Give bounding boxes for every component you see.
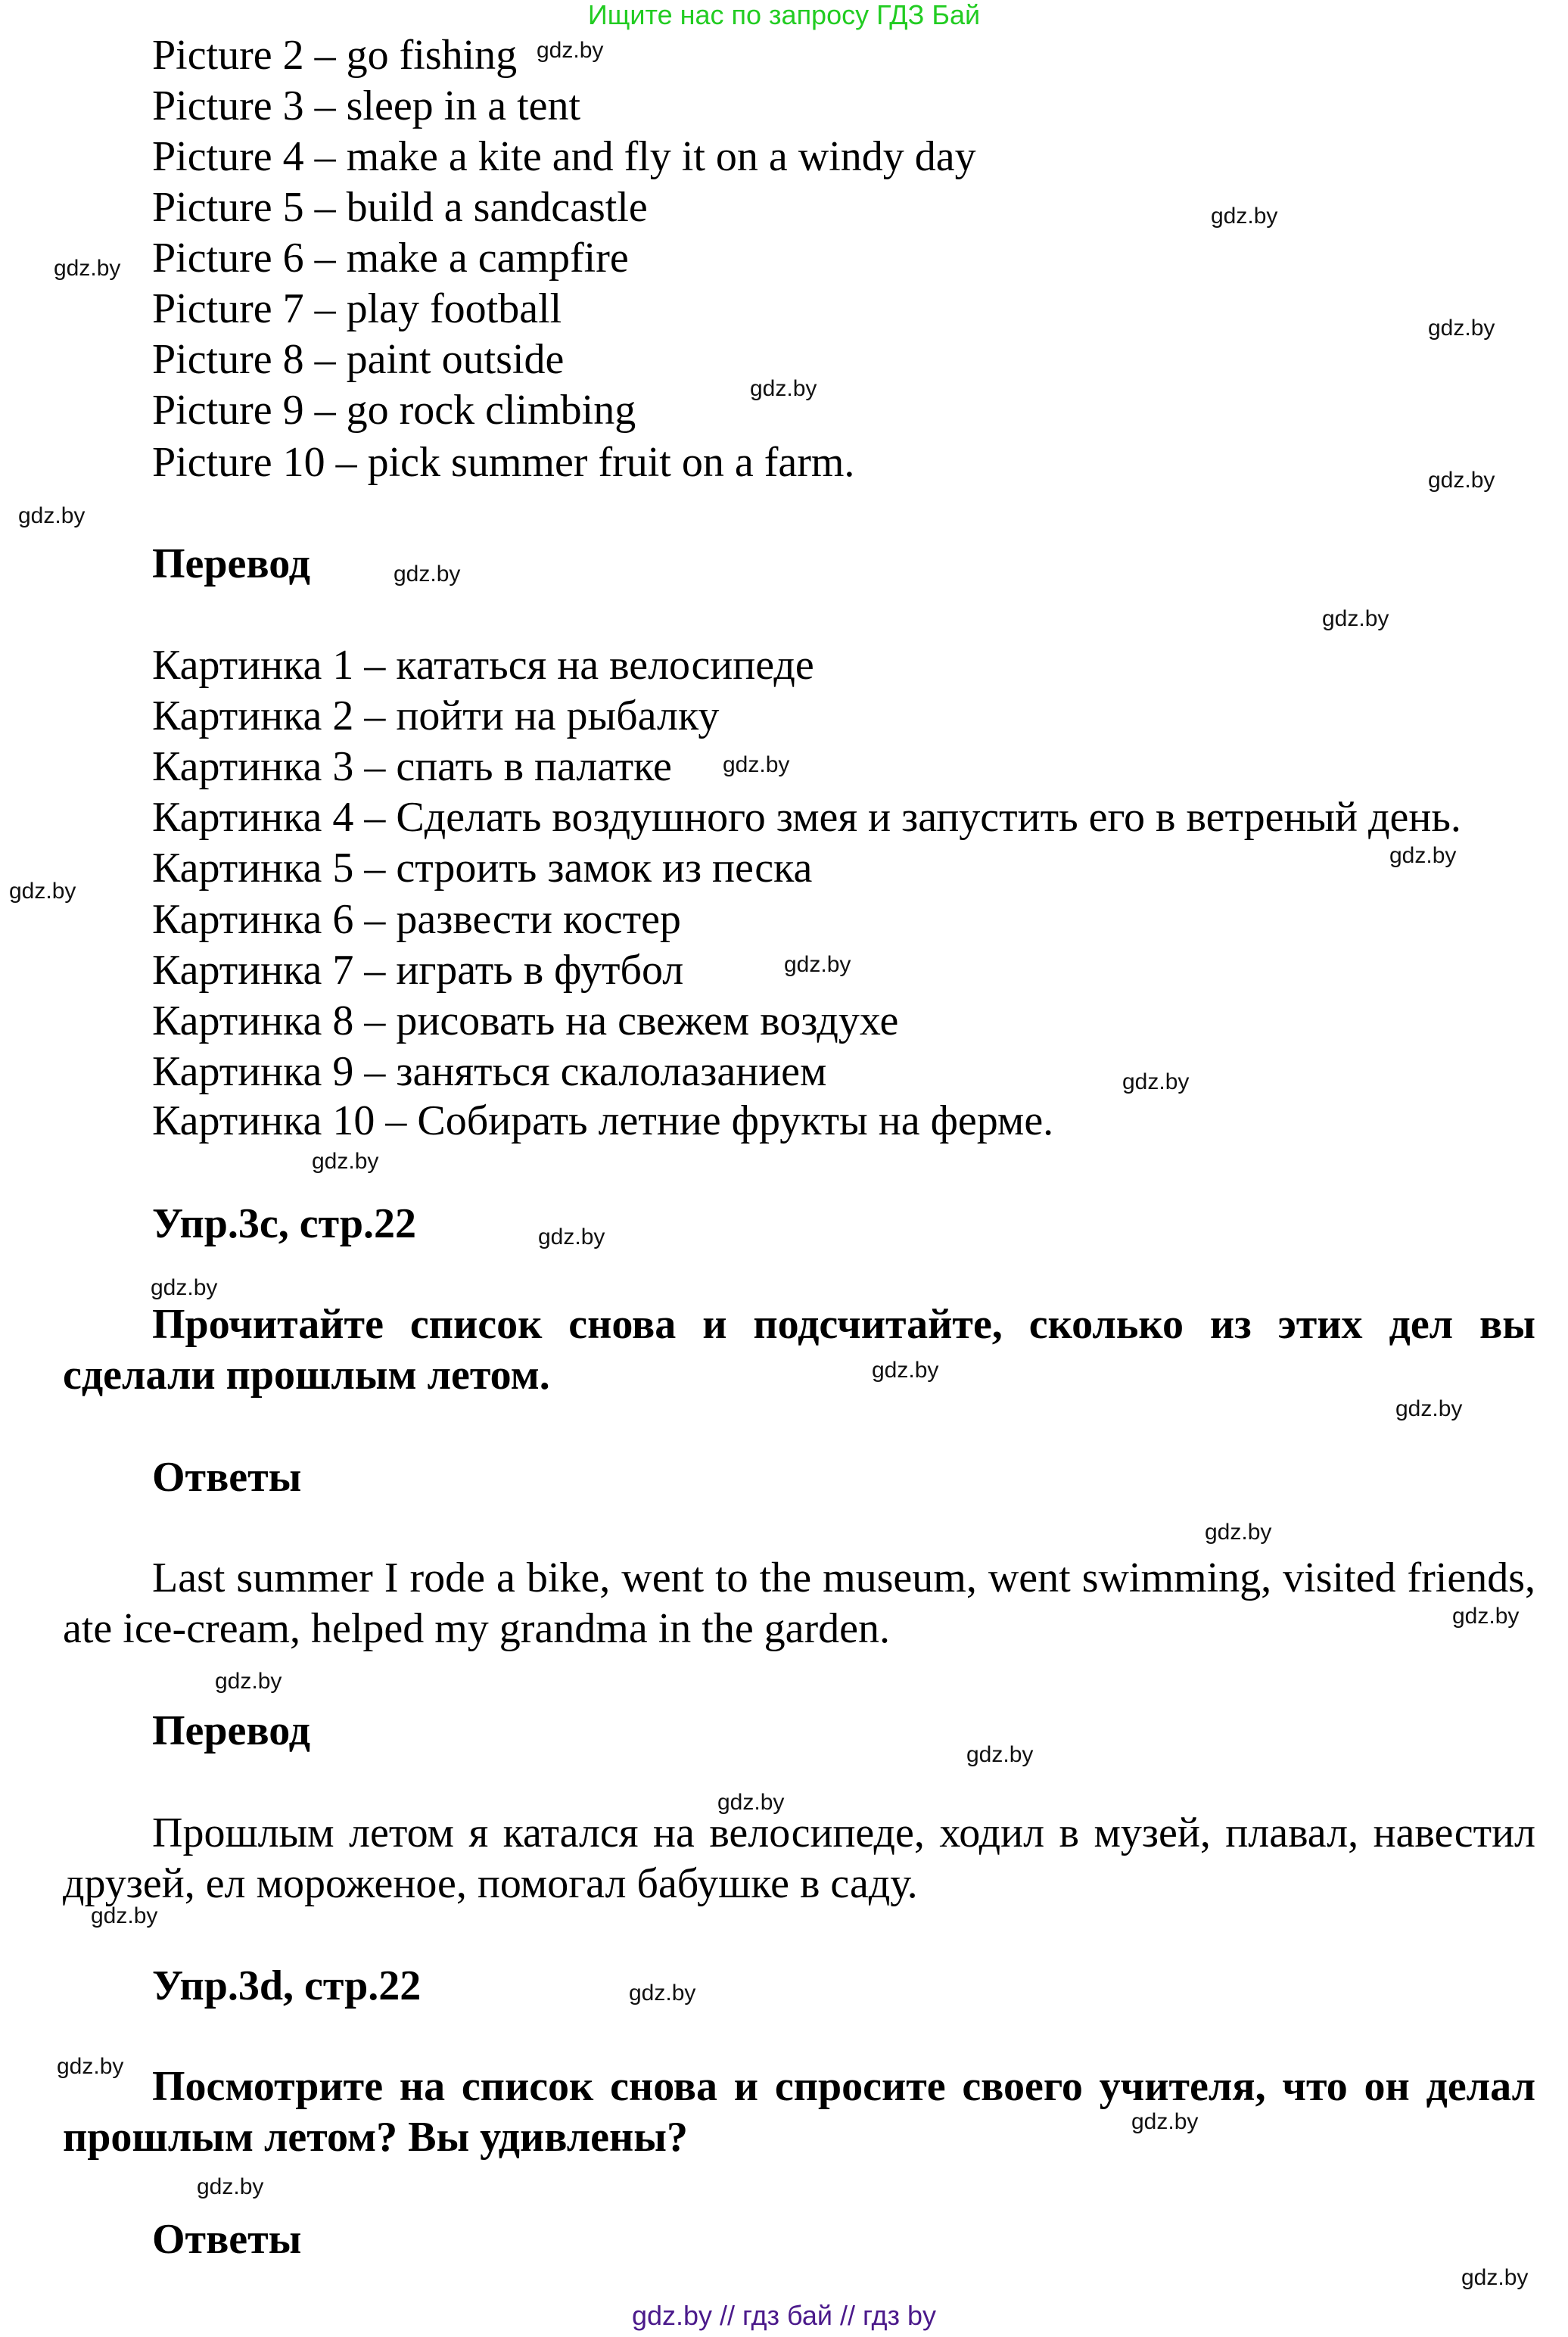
russian-list-item: Картинка 6 – развести костер [152,896,681,943]
russian-list-item: Картинка 10 – Собирать летние фрукты на ферме. [152,1097,1054,1144]
english-list-item: Picture 10 – pick summer fruit on a farm. [152,439,855,486]
watermark: gdz.by [1452,1604,1520,1629]
russian-list-item: Картинка 9 – заняться скалолазанием [152,1048,827,1095]
watermark: gdz.by [629,1981,696,2006]
watermark: gdz.by [1205,1520,1272,1545]
watermark: gdz.by [750,376,817,401]
watermark: gdz.by [54,256,121,281]
watermark: gdz.by [1122,1069,1190,1094]
russian-list-item: Картинка 5 – строить замок из песка [152,845,813,892]
translation-heading: Перевод [152,1707,310,1754]
watermark: gdz.by [723,752,790,777]
watermark: gdz.by [1428,468,1495,493]
watermark: gdz.by [9,879,76,904]
exercise-3d-heading: Упр.3d, стр.22 [152,1962,422,2009]
exercise-3c-answer: Last summer I rode a bike, went to the museum, went swimming, visited friends, ate ice-cream, helped my grandma in the garden. [63,1554,1535,1652]
watermark: gdz.by [1389,843,1457,868]
watermark: gdz.by [1131,2109,1199,2134]
watermark: gdz.by [312,1149,379,1174]
exercise-3c-heading: Упр.3с, стр.22 [152,1200,416,1247]
answers-heading: Ответы [152,1454,302,1501]
watermark: gdz.by [18,503,86,528]
watermark: gdz.by [537,38,604,63]
answers-heading: Ответы [152,2216,302,2263]
watermark: gdz.by [717,1790,785,1815]
exercise-3c-task: Прочитайте список снова и подсчитайте, сколько из этих дел вы сделали прошлым летом. [63,1301,1535,1399]
watermark: gdz.by [1211,204,1278,229]
watermark: gdz.by [215,1669,282,1694]
translation-heading: Перевод [152,540,310,587]
watermark: gdz.by [1428,316,1495,341]
english-list-item: Picture 7 – play football [152,285,562,332]
footer-links[interactable]: gdz.by // гдз бай // гдз by [631,2300,937,2331]
russian-list-item: Картинка 1 – кататься на велосипеде [152,642,814,689]
exercise-3c-translation: Прошлым летом я катался на велосипеде, ходил в музей, плавал, навестил друзей, ел мороженое, помогал бабушке в саду. [63,1810,1535,1907]
watermark: gdz.by [197,2174,264,2199]
russian-list-item: Картинка 4 – Сделать воздушного змея и запустить его в ветреный день. [152,794,1461,841]
watermark: gdz.by [91,1903,158,1928]
russian-list-item: Картинка 2 – пойти на рыбалку [152,692,720,739]
watermark: gdz.by [151,1275,218,1300]
english-list-item: Picture 8 – paint outside [152,336,565,383]
russian-list-item: Картинка 7 – играть в футбол [152,947,684,994]
watermark: gdz.by [57,2054,124,2079]
watermark: gdz.by [966,1742,1034,1767]
english-list-item: Picture 5 – build a sandcastle [152,184,648,231]
watermark: gdz.by [1322,606,1389,631]
exercise-3d-task: Посмотрите на список снова и спросите своего учителя, что он делал прошлым летом? Вы удивлены? [63,2063,1535,2161]
english-list-item: Picture 6 – make a campfire [152,235,629,282]
english-list-item: Picture 2 – go fishing [152,32,518,79]
english-list-item: Picture 3 – sleep in a tent [152,82,581,129]
english-list-item: Picture 9 – go rock climbing [152,387,636,434]
english-list-item: Picture 4 – make a kite and fly it on a windy day [152,133,976,180]
watermark: gdz.by [1461,2265,1529,2290]
russian-list-item: Картинка 8 – рисовать на свежем воздухе [152,997,899,1044]
search-banner[interactable]: Ищите нас по запросу ГДЗ Бай [587,0,981,30]
watermark: gdz.by [784,952,851,977]
russian-list-item: Картинка 3 – спать в палатке [152,743,672,790]
watermark: gdz.by [872,1358,939,1383]
watermark: gdz.by [1395,1396,1463,1421]
watermark: gdz.by [394,562,461,587]
watermark: gdz.by [538,1225,605,1249]
